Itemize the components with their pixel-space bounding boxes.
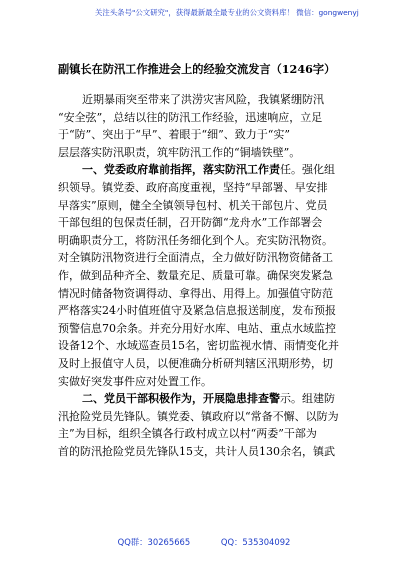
paragraph-line: 主”为目标，组织全镇各行政村成立以村“两委”干部为 <box>58 427 317 441</box>
paragraph-line: 于“防”、突出于“早”、着眼于“细”、致力于“实” <box>58 128 290 142</box>
section-heading: 二、党员干部积极作为，开展隐患排查警 <box>82 392 280 406</box>
promo-banner: 关注头条号"公文研究"，获得最新最全最专业的公文资料库！ 微信：gongwenyj <box>95 8 359 17</box>
paragraph-line: 明确职责分工，将防汛任务细化到个人。充实防汛物资。 <box>58 233 333 247</box>
paragraph-line: 预警信息70余条。并充分用好水库、电站、重点水域监控 <box>58 321 336 335</box>
paragraph-line: “安全弦”，总结以往的防汛工作经验，迅速响应，立足 <box>58 110 323 124</box>
line-text: 任。强化组 <box>280 163 335 177</box>
paragraph-line: 实做好突发事件应对处置工作。 <box>58 374 212 388</box>
paragraph-line: 汛抢险党员先锋队。镇党委、镇政府以“常备不懈、以防为 <box>58 409 339 423</box>
footer-qq-group: QQ群：30265665 <box>117 537 191 547</box>
footer-contact <box>0 536 408 548</box>
footer-qq: QQ：535304092 <box>220 537 291 547</box>
paragraph-line: 作，做到品种齐全、数量充足、质量可靠。确保突发紧急 <box>58 268 333 282</box>
paragraph-line: 层层落实防汛职责，筑牢防汛工作的“铜墙铁壁”。 <box>58 145 301 159</box>
paragraph-line: 及时上报值守人员，以便准确分析研判辖区汛期形势，切 <box>58 356 333 370</box>
paragraph-line: 干部包组的包保责任制，召开防御“龙舟水”工作部署会 <box>58 216 323 230</box>
paragraph-line: 近期暴雨突至带来了洪涝灾害风险，我镇紧绷防汛 <box>82 93 324 106</box>
paragraph-line: 严格落实24小时值班值守及紧急信息报送制度，发布预报 <box>58 304 336 318</box>
paragraph-line: 早落实”原则，健全全镇领导包村、机关干部包片、党员 <box>58 198 328 212</box>
paragraph-line: 织领导。镇党委、政府高度重视，坚持“早部署、早安排 <box>58 180 328 194</box>
section-heading: 一、党委政府靠前指挥，落实防汛工作责 <box>82 163 280 177</box>
line-text: 示。组建防 <box>280 392 335 406</box>
paragraph-line: 情况时储备物资调得动、拿得出、用得上。加强值守防范 <box>58 286 333 300</box>
document-body <box>58 91 358 460</box>
paragraph-line <box>58 390 358 408</box>
paragraph-line: 设备12个、水域巡查员15名，密切监视水情、雨情变化并 <box>58 339 339 353</box>
document-title: 副镇长在防汛工作推进会上的经验交流发言（1246字） <box>58 62 336 76</box>
paragraph-line <box>58 161 358 179</box>
paragraph-line: 首的防汛抢险党员先锋队15支，共计人员130余名，镇武 <box>58 444 335 458</box>
paragraph-line: 对全镇防汛物资进行全面清点，全力做好防汛物资储备工 <box>58 251 333 265</box>
